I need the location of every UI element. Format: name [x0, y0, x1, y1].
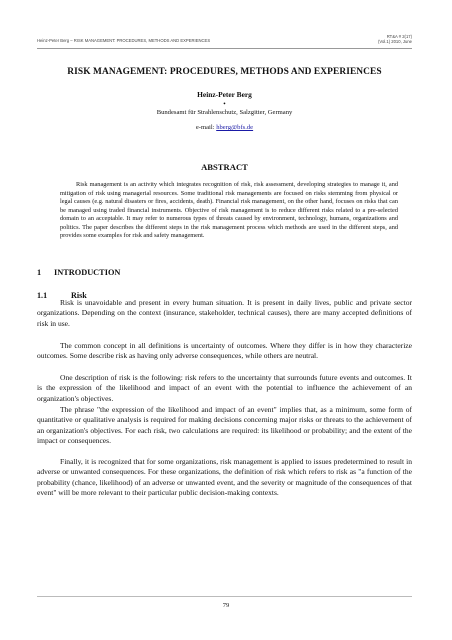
body-paragraph: Risk is unavoidable and present in every human situation. It is present in daily lives, public and private sector organizations. Depending on the context (insurance, stakeholder, technical causes), there are many accepted definitions of risk in use. — [37, 298, 412, 328]
body-paragraph: The common concept in all definitions is uncertainty of outcomes. Where they differ is in how they characterize outcomes. Some describe risk as having only adverse consequences, while others are neutral. — [37, 341, 412, 361]
running-head-rule — [37, 48, 412, 49]
subsection-number: 1.1 — [37, 291, 48, 300]
footer-rule — [37, 596, 412, 597]
body-paragraph: Finally, it is recognized that for some organizations, risk management is applied to issues predetermined to result in adverse or unwanted consequences. For these organizations, the definition of risk which refers to risk as "a function of the probability (chance, likelihood) of an adverse or unwanted event, and the severity or magnitude of the consequences of that event" will be more relevant to their particular public decision-making contexts. — [37, 457, 412, 498]
email-link[interactable]: hberg@bfs.de — [216, 124, 254, 131]
author-affiliation: Bundesamt für Strahlenschutz, Salzgitter, Germany — [156, 109, 293, 116]
author-bullet: • — [223, 100, 226, 108]
body-paragraph: One description of risk is the following: risk refers to the uncertainty that surrounds future events and outcomes. It is the expression of the likelihood and impact of an event with the potential to influence the achievement of an organization's objectives. — [37, 373, 412, 403]
abstract-heading: ABSTRACT — [201, 162, 248, 172]
paper-title: RISK MANAGEMENT: PROCEDURES, METHODS AND EXPERIENCES — [67, 67, 382, 77]
running-head-right — [378, 34, 412, 44]
section-title: INTRODUCTION — [54, 268, 121, 277]
running-head-left: Heinz-Peter Berg – RISK MANAGEMENT: PROCEDURES, METHODS AND EXPERIENCES — [37, 38, 211, 43]
section-number: 1 — [37, 268, 42, 277]
abstract-text: Risk management is an activity which integrates recognition of risk, risk assessment, developing strategies to manage it, and mitigation of risk using managerial resources. Some traditional risk managements are focused on risks stemming from physical or legal causes (e.g. natural disasters or fires, accidents, death). Financial risk management, on the other hand, focuses on risks that can be managed using traded financial instruments. Objective of risk management is to reduce different risks related to a pre-selected domain to an acceptable. It may refer to numerous types of threats caused by environment, technology, humans, organizations and politics. The paper describes the different steps in the risk management process which methods are used in the different steps, and provides some examples for risk and safety management. — [60, 181, 398, 239]
journal-issue: RT&A # 2(17) — [386, 34, 412, 39]
section-heading — [37, 268, 120, 277]
body-paragraph: The phrase "the expression of the likelihood and impact of an event" implies that, as a minimum, some form of quantitative or qualitative analysis is required for making decisions concerning major risks or threats to the achievement of an organization's objectives. For each risk, two calculations are required: its likelihood or probability; and the extent of the impact or consequences. — [37, 405, 412, 446]
author-email — [37, 124, 412, 131]
journal-volume-date: (Vol.1) 2010, June — [378, 39, 412, 45]
email-label: e-mail: — [195, 124, 217, 131]
page-number: 79 — [222, 602, 230, 609]
subsection-title: Risk — [71, 291, 87, 300]
author-name: Heinz-Peter Berg — [197, 90, 252, 99]
